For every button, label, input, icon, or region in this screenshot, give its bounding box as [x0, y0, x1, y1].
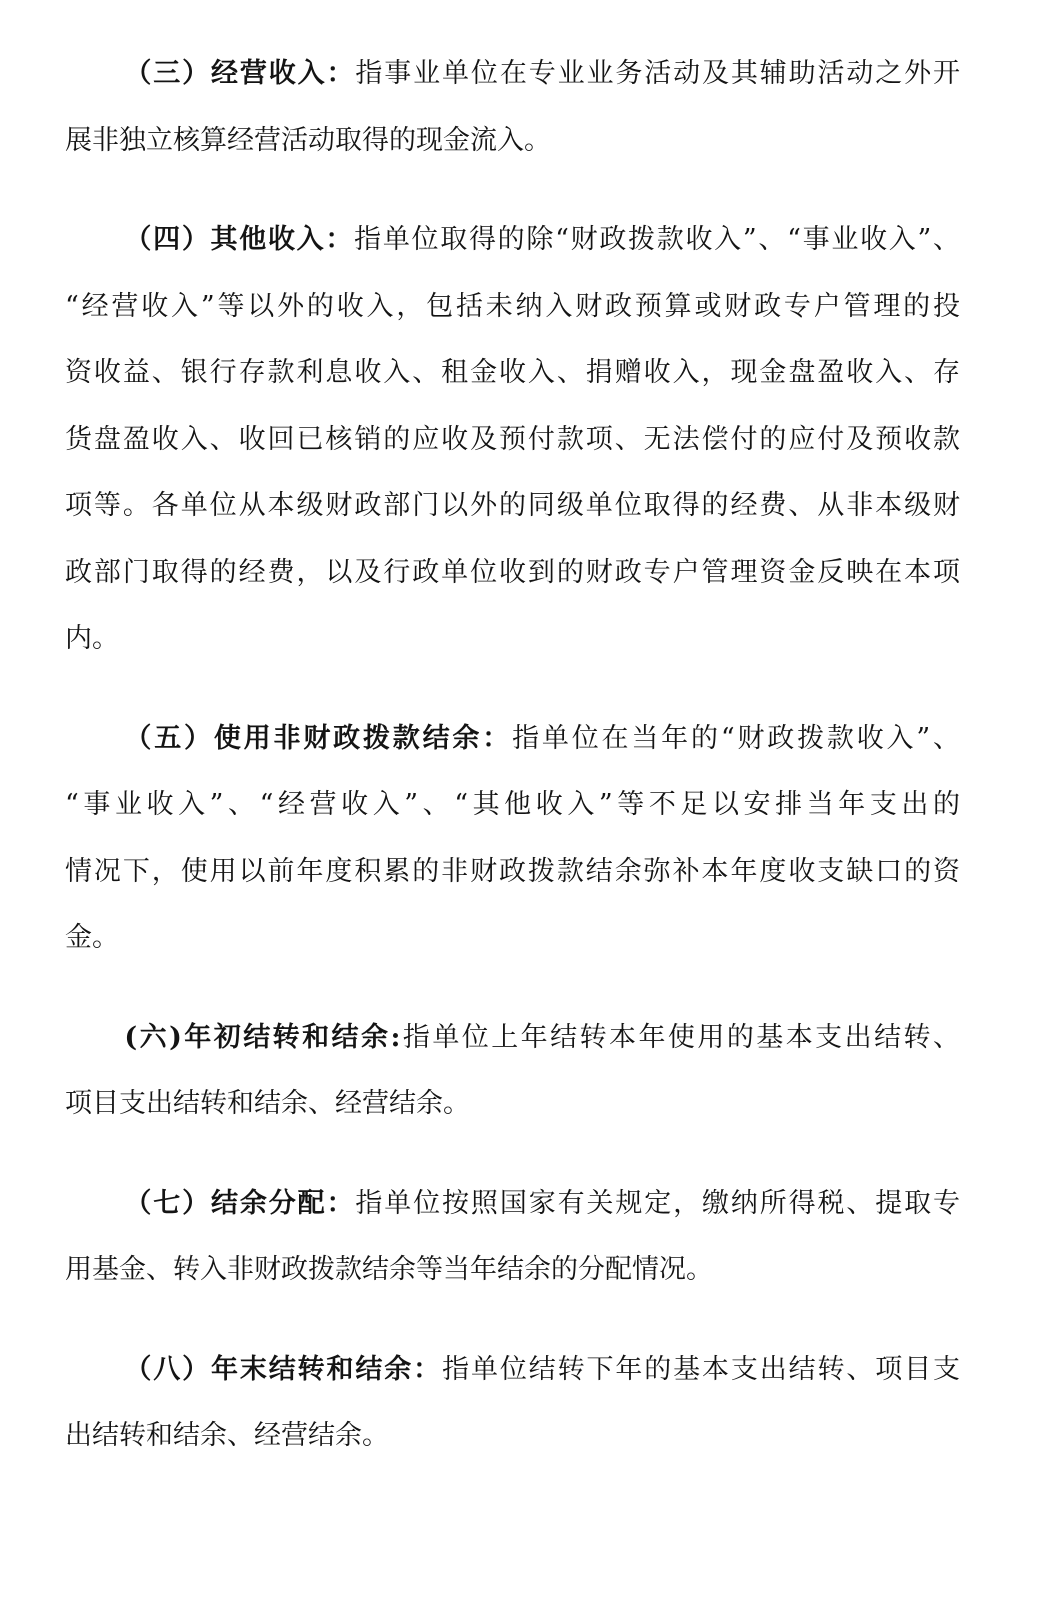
paragraph-line: 情况下，使用以前年度积累的非财政拨款结余弥补本年度收支缺口的资 [65, 855, 960, 887]
paragraph-first-line [65, 1337, 960, 1404]
paragraph-closing-balance [65, 1337, 960, 1470]
document-page [65, 41, 960, 1503]
paragraph-first-line [65, 1005, 960, 1072]
section-heading: （四）其他收入： [124, 224, 355, 255]
paragraph-text: 指单位上年结转本年使用的基本支出结转、 [400, 1021, 960, 1053]
paragraph-text: 指单位按照国家有关规定，缴纳所得税、提取专 [355, 1187, 960, 1219]
paragraph-opening-balance [65, 1005, 960, 1138]
paragraph-balance-distribution [65, 1171, 960, 1304]
paragraph-line: 展非独立核算经营活动取得的现金流入。 [65, 124, 551, 156]
paragraph-line: 项等。各单位从本级财政部门以外的同级单位取得的经费、从非本级财 [65, 490, 960, 521]
paragraph-line: 内。 [65, 623, 119, 654]
paragraph-first-line [65, 207, 960, 274]
paragraph-text: 指单位取得的除“财政拨款收入”、“事业收入”、 [354, 224, 961, 255]
paragraph-line: “经营收入”等以外的收入，包括未纳入财政预算或财政专户管理的投 [65, 290, 960, 322]
section-heading: （七）结余分配： [124, 1187, 356, 1219]
paragraph-text: 指单位结转下年的基本支出结转、项目支 [442, 1353, 961, 1385]
paragraph-operating-income [65, 41, 960, 174]
paragraph-line: 政部门取得的经费，以及行政单位收到的财政专户管理资金反映在本项 [65, 556, 960, 588]
paragraph-line: 资收益、银行存款利息收入、租金收入、捐赠收入，现金盘盈收入、存 [65, 357, 960, 388]
paragraph-text: 指事业单位在专业业务活动及其辅助活动之外开 [355, 58, 960, 89]
paragraph-line: 金。 [65, 922, 119, 953]
paragraph-line: “事业收入”、“经营收入”、“其他收入”等不足以安排当年支出的 [65, 789, 960, 820]
paragraph-first-line [65, 41, 960, 108]
paragraph-line: 出结转和结余、经营结余。 [65, 1420, 389, 1451]
paragraph-line: 项目支出结转和结余、经营结余。 [65, 1088, 470, 1119]
section-heading: (六)年初结转和结余: [124, 1021, 401, 1053]
paragraph-line: 货盘盈收入、收回已核销的应收及预付款项、无法偿付的应付及预收款 [65, 423, 960, 455]
paragraph-non-fiscal-balance [65, 706, 960, 972]
paragraph-first-line [65, 706, 960, 773]
paragraph-first-line [65, 1171, 960, 1238]
paragraph-line: 用基金、转入非财政拨款结余等当年结余的分配情况。 [65, 1254, 713, 1285]
section-heading: （八）年末结转和结余： [124, 1353, 443, 1385]
paragraph-text: 指单位在当年的“财政拨款收入”、 [512, 722, 961, 754]
paragraph-other-income [65, 207, 960, 673]
section-heading: （五）使用非财政拨款结余： [124, 722, 513, 754]
section-heading: （三）经营收入： [124, 58, 356, 89]
